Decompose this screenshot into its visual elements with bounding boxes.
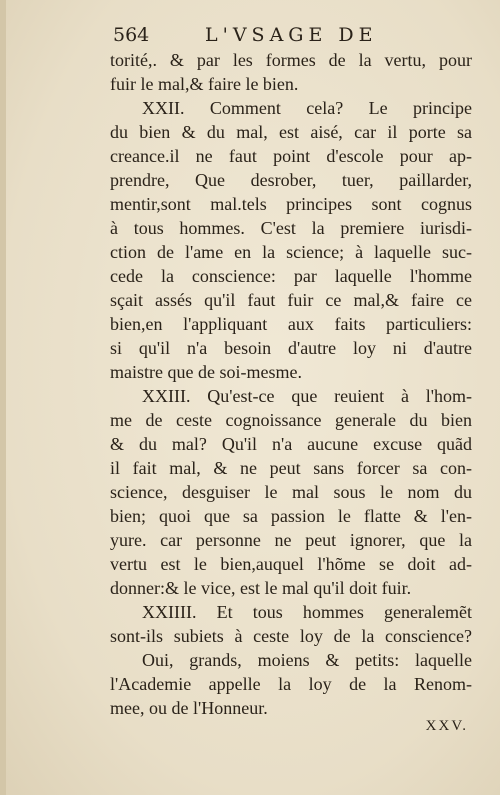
text-line: creance.il ne faut point d'escole pour ap- bbox=[110, 146, 472, 166]
text-line: vertu est le bien,auquel l'hõme se doit ad- bbox=[110, 554, 472, 574]
text-line: cede la conscience: par laquelle l'homme bbox=[110, 266, 472, 286]
page-edge-shadow bbox=[0, 0, 6, 795]
text-line: du bien & du mal, est aisé, car il porte sa bbox=[110, 122, 472, 142]
text-line: me de ceste cognoissance generale du bien bbox=[110, 410, 472, 430]
text-line: torité,. & par les formes de la vertu, pour bbox=[110, 50, 472, 70]
question-line: XXII. Comment cela? Le principe bbox=[142, 98, 472, 118]
text-line: prendre, Que desrober, tuer, paillarder, bbox=[110, 170, 472, 190]
text-line: maistre que de soi-mesme. bbox=[110, 362, 302, 382]
text-line: l'Academie appelle la loy de la Renom- bbox=[110, 674, 472, 694]
text-line: il fait mal, & ne peut sans forcer sa con- bbox=[110, 458, 472, 478]
text-line: bien; quoi que sa passion le flatte & l'en- bbox=[110, 506, 472, 526]
text-line: mentir,sont mal.tels principes sont cognus bbox=[110, 194, 472, 214]
text-line: donner:& le vice, est le mal qu'il doit fuir. bbox=[110, 578, 412, 598]
text-line: à tous hommes. C'est la premiere iurisdi- bbox=[110, 218, 472, 238]
text-line: science, desguiser le mal sous le nom du bbox=[110, 482, 472, 502]
question-line: XXIII. Qu'est-ce que reuient à l'hom- bbox=[142, 386, 472, 406]
text-line: fuir le mal,& faire le bien. bbox=[110, 74, 299, 94]
question-line: XXIIII. Et tous hommes generalemẽt bbox=[142, 602, 472, 622]
running-title: L'VSAGE DE bbox=[205, 24, 378, 46]
text-line: sçait assés qu'il faut fuir ce mal,& faire ce bbox=[110, 290, 472, 310]
page-number: 564 bbox=[113, 24, 150, 46]
text-line: ction de l'ame en la science; à laquelle suc- bbox=[110, 242, 472, 262]
text-line: bien,en l'appliquant aux faits particuliers: bbox=[110, 314, 472, 334]
text-line: & du mal? Qu'il n'a aucune excuse quãd bbox=[110, 434, 472, 454]
catchword: XXV. bbox=[425, 718, 468, 734]
text-line: mee, ou de l'Honneur. bbox=[110, 698, 268, 718]
text-line: si qu'il n'a besoin d'autre loy ni d'autre bbox=[110, 338, 472, 358]
text-line: sont-ils subiets à ceste loy de la conscience? bbox=[110, 626, 472, 646]
text-line: yure. car personne ne peut ignorer, que la bbox=[110, 530, 472, 550]
answer-line: Oui, grands, moiens & petits: laquelle bbox=[142, 650, 472, 670]
